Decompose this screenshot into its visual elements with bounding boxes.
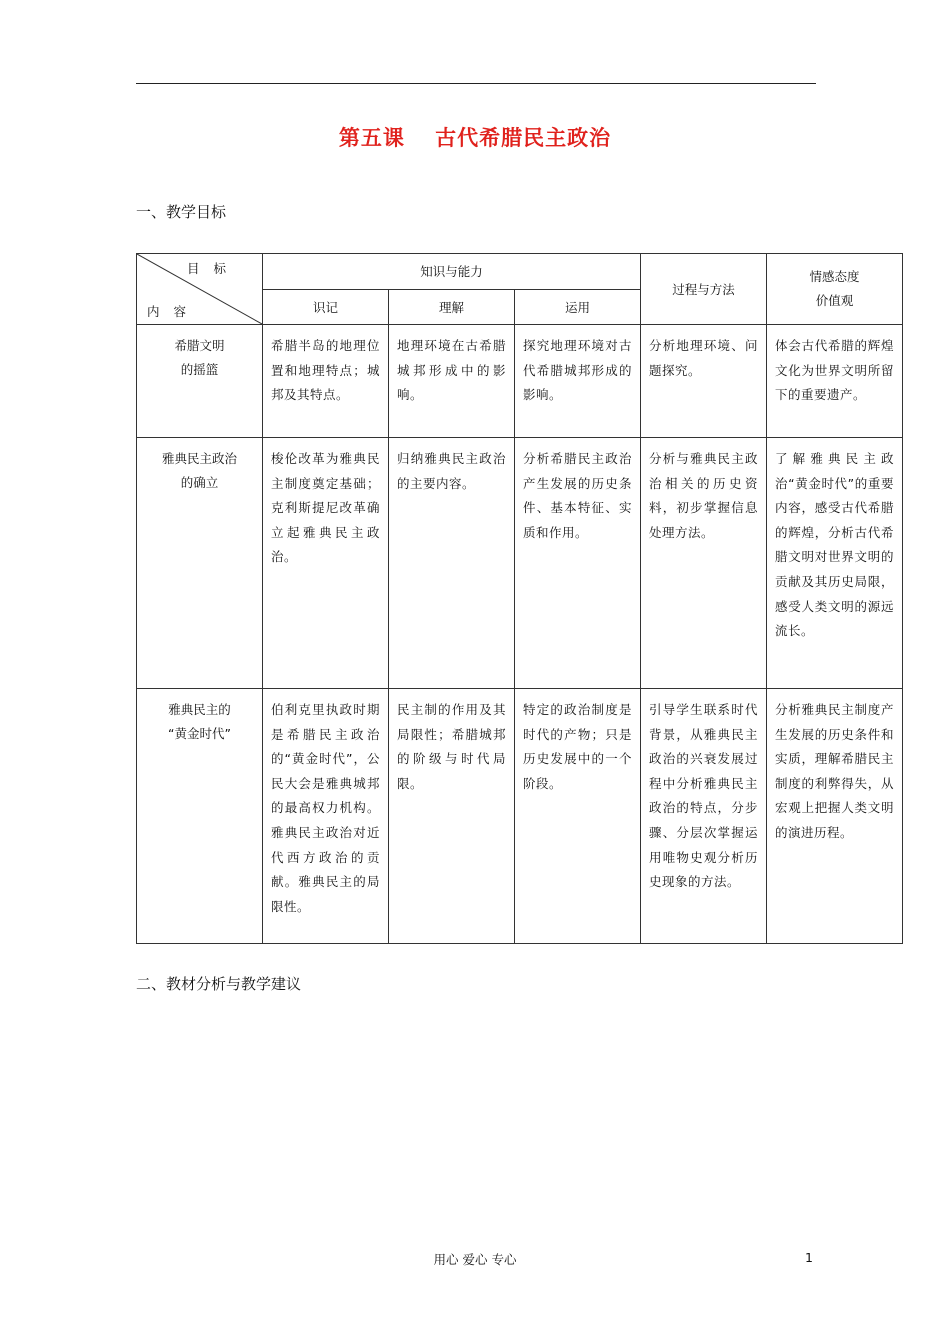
cell-process: 引导学生联系时代背景，从雅典民主政治的兴衰发展过程中分析雅典民主政治的特点，分步骤、分层次掌握运用唯物史观分析历史现象的方法。 <box>641 689 767 944</box>
header-rule <box>136 83 816 84</box>
knowledge-header: 知识与能力 <box>263 254 641 290</box>
cell-process: 分析地理环境、问题探究。 <box>641 325 767 438</box>
page-number: 1 <box>805 1250 813 1265</box>
row-label-line2: “黄金时代” <box>168 726 231 741</box>
cell-affect: 体会古代希腊的辉煌文化为世界文明所留下的重要遗产。 <box>767 325 903 438</box>
cell-memorize: 梭伦改革为雅典民主制度奠定基础；克利斯提尼改革确立起雅典民主政治。 <box>263 438 389 689</box>
cell-understand: 归纳雅典民主政治的主要内容。 <box>389 438 515 689</box>
page-title: 第五课 古代希腊民主政治 <box>338 126 612 150</box>
affect-header <box>767 254 903 325</box>
corner-label-content: 内容 <box>147 304 201 319</box>
process-header: 过程与方法 <box>641 254 767 325</box>
row-label <box>137 689 263 944</box>
subheader-memorize: 识记 <box>263 289 389 325</box>
cell-understand: 地理环境在古希腊城邦形成中的影响。 <box>389 325 515 438</box>
row-label <box>137 325 263 438</box>
section-heading-analysis: 二、教材分析与教学建议 <box>136 975 302 993</box>
affect-header-line2: 价值观 <box>815 293 854 308</box>
cell-apply: 分析希腊民主政治产生发展的历史条件、基本特征、实质和作用。 <box>515 438 641 689</box>
cell-apply: 探究地理环境对古代希腊城邦形成的影响。 <box>515 325 641 438</box>
diagonal-corner-cell <box>137 254 263 325</box>
footer-slogan: 用心 爱心 专心 <box>433 1252 517 1267</box>
cell-affect: 了解雅典民主政治“黄金时代”的重要内容，感受古代希腊的辉煌，分析古代希腊文明对世界文明的贡献及其历史局限，感受人类文明的源远流长。 <box>767 438 903 689</box>
row-label-line2: 的摇篮 <box>180 362 219 377</box>
row-label <box>137 438 263 689</box>
row-label-line2: 的确立 <box>180 475 219 490</box>
row-label-line1: 雅典民主政治 <box>161 451 237 466</box>
affect-header-line1: 情感态度 <box>809 269 860 284</box>
table-header-row <box>137 254 903 290</box>
section-heading-objectives: 一、教学目标 <box>136 203 227 221</box>
objectives-table <box>136 253 903 944</box>
subheader-apply: 运用 <box>515 289 641 325</box>
cell-understand: 民主制的作用及其局限性；希腊城邦的阶级与时代局限。 <box>389 689 515 944</box>
cell-memorize: 伯利克里执政时期是希腊民主政治的“黄金时代”，公民大会是雅典城邦的最高权力机构。雅典民主政治对近代西方政治的贡献。雅典民主的局限性。 <box>263 689 389 944</box>
row-label-line1: 希腊文明 <box>174 338 225 353</box>
cell-apply: 特定的政治制度是时代的产物；只是历史发展中的一个阶段。 <box>515 689 641 944</box>
subheader-understand: 理解 <box>389 289 515 325</box>
cell-memorize: 希腊半岛的地理位置和地理特点；城邦及其特点。 <box>263 325 389 438</box>
cell-process: 分析与雅典民主政治相关的历史资料，初步掌握信息处理方法。 <box>641 438 767 689</box>
table-row <box>137 325 903 438</box>
corner-label-goal: 目标 <box>186 261 240 276</box>
table-row <box>137 689 903 944</box>
table-row <box>137 438 903 689</box>
cell-affect: 分析雅典民主制度产生发展的历史条件和实质，理解希腊民主制度的利弊得失，从宏观上把握人类文明的演进历程。 <box>767 689 903 944</box>
row-label-line1: 雅典民主的 <box>168 702 231 717</box>
